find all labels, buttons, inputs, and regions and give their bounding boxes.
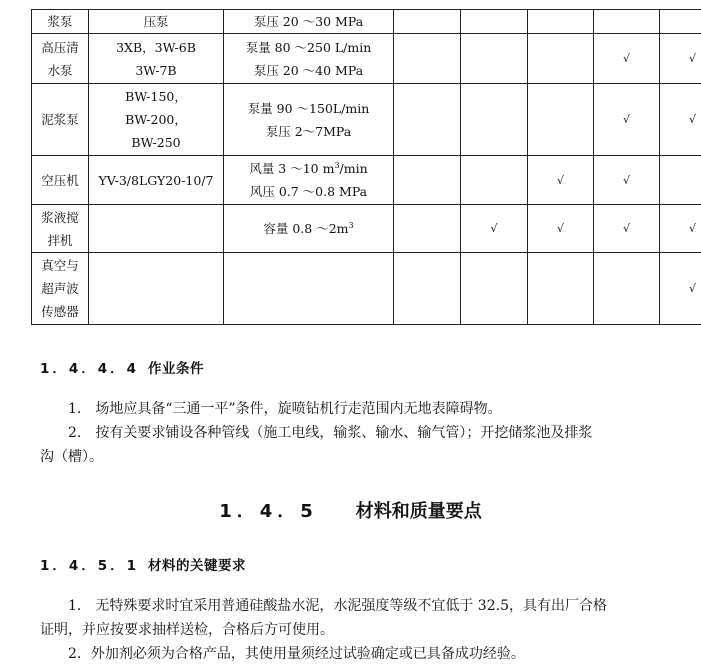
table-row xyxy=(32,34,701,84)
check-cell xyxy=(461,253,528,325)
equipment-params: 容量 0.8 $\sim 2m^3$ xyxy=(224,205,394,253)
table-row xyxy=(32,156,701,205)
equipment-name: 空压机 xyxy=(32,156,89,205)
table-row xyxy=(32,84,701,156)
check-cell: √ xyxy=(660,253,701,325)
check-cell: √ xyxy=(461,205,528,253)
table-row xyxy=(32,205,701,253)
text-line: 1. 场地应具备“三通一平”条件，旋喷钻机行走范围内无地表障碍物。 xyxy=(68,401,502,417)
equipment-params: 泵量 90 ～150L/min 泵压 2～7MPa xyxy=(224,84,394,156)
text-line: 证明，并应按要求抽样送检，合格后方可使用。 xyxy=(40,622,334,638)
text-line: 2. 按有关要求铺设各种管线（施工电线，输浆、输水、输气管）；开挖储浆池及排浆 xyxy=(68,425,593,441)
equipment-name: 泥浆泵 xyxy=(32,84,89,156)
check-cell xyxy=(461,10,528,34)
equipment-model xyxy=(89,253,224,325)
equipment-model: 压泵 xyxy=(89,10,224,34)
check-cell: √ xyxy=(594,34,660,84)
equipment-name: 浆液搅 拌机 xyxy=(32,205,89,253)
check-cell xyxy=(528,253,594,325)
equipment-name: 高压清 水泵 xyxy=(32,34,89,84)
check-cell: √ xyxy=(660,84,701,156)
equipment-model: 3XB，3W-6B 3W-7B xyxy=(89,34,224,84)
equipment-model: BW-150， BW-200， BW-250 xyxy=(89,84,224,156)
check-cell: √ xyxy=(660,34,701,84)
check-cell: √ xyxy=(594,156,660,205)
materials-paragraph xyxy=(40,594,660,666)
check-cell xyxy=(660,156,701,205)
check-cell xyxy=(594,253,660,325)
check-cell xyxy=(528,34,594,84)
check-cell xyxy=(394,34,461,84)
check-cell xyxy=(660,10,701,34)
equipment-table xyxy=(31,9,701,325)
equipment-params: 风量 3 ～10 $m^3/\min$ 风压 0.7 ～0.8 MPa xyxy=(224,156,394,205)
equipment-name: 浆泵 xyxy=(32,10,89,34)
check-cell xyxy=(461,84,528,156)
text-line: 沟（槽）。 xyxy=(40,449,103,465)
section-heading-1444: 1．4．4．4 作业条件 xyxy=(40,361,204,377)
check-cell: √ xyxy=(594,205,660,253)
table-row xyxy=(32,10,701,34)
check-cell: √ xyxy=(528,156,594,205)
check-cell xyxy=(528,10,594,34)
check-cell xyxy=(394,253,461,325)
check-cell xyxy=(394,205,461,253)
check-cell: √ xyxy=(594,84,660,156)
check-cell: √ xyxy=(660,205,701,253)
check-cell: √ xyxy=(528,205,594,253)
equipment-params: 泵压 20 ～30 MPa xyxy=(224,10,394,34)
check-cell xyxy=(394,10,461,34)
text-line: 2．外加剂必须为合格产品，其使用量须经过试验确定或已具备成功经验。 xyxy=(68,646,525,662)
equipment-params xyxy=(224,253,394,325)
text-line: 1. 无特殊要求时宜采用普通硅酸盐水泥，水泥强度等级不宜低于 32.5，具有出厂合格 xyxy=(68,598,607,614)
equipment-model xyxy=(89,205,224,253)
table-row xyxy=(32,253,701,325)
check-cell xyxy=(594,10,660,34)
check-cell xyxy=(461,156,528,205)
equipment-name: 真空与 超声波 传感器 xyxy=(32,253,89,325)
section-heading-145: 1．4．5 材料和质量要点 xyxy=(219,501,482,522)
equipment-model: YV-3/8LGY20-10/7 xyxy=(89,156,224,205)
check-cell xyxy=(394,84,461,156)
section-heading-1451: 1．4．5．1 材料的关键要求 xyxy=(40,558,246,574)
equipment-params: 泵量 80 ～250 L/min 泵压 20 ～40 MPa xyxy=(224,34,394,84)
conditions-paragraph xyxy=(40,397,660,469)
check-cell xyxy=(528,84,594,156)
check-cell xyxy=(394,156,461,205)
check-cell xyxy=(461,34,528,84)
